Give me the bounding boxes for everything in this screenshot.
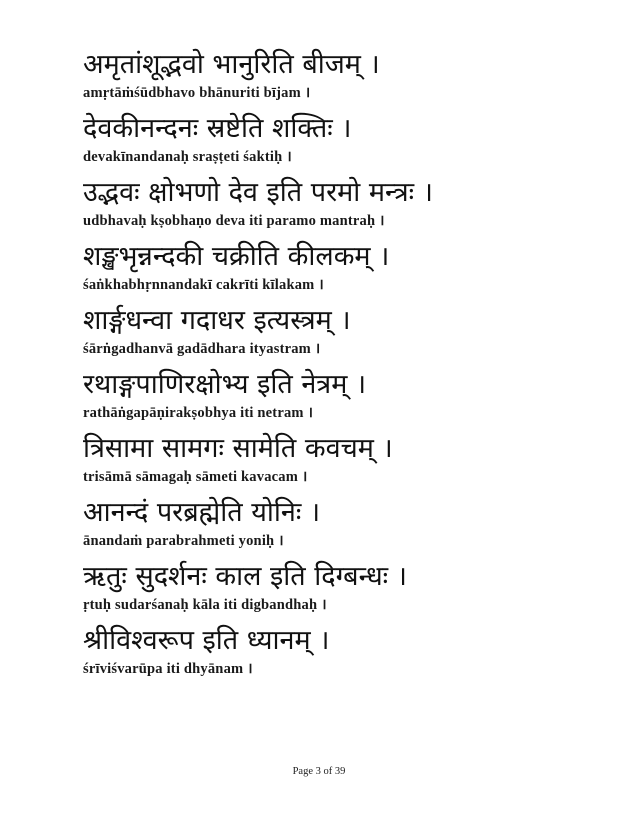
verse-transliteration: śrīviśvarūpa iti dhyānam । <box>83 661 253 677</box>
verse-block <box>83 366 583 423</box>
verse-devanagari: अमृतांशूद्भवो भानुरिति बीजम् । <box>83 49 380 80</box>
verse-transliteration: śārṅgadhanvā gadādhara ityastram । <box>83 341 321 357</box>
verse-devanagari: आनन्दं परब्रह्मेति योनिः । <box>83 497 321 528</box>
verse-block <box>83 430 583 487</box>
verse-block <box>83 494 583 551</box>
verse-block <box>83 174 583 231</box>
verse-block <box>83 238 583 295</box>
verse-devanagari: ऋतुः सुदर्शनः काल इति दिग्बन्धः । <box>83 561 407 592</box>
verse-transliteration: ṛtuḥ sudarśanaḥ kāla iti digbandhaḥ । <box>83 597 327 613</box>
verse-list <box>83 46 583 686</box>
verse-transliteration: śaṅkhabhṛnnandakī cakrīti kīlakam । <box>83 277 324 293</box>
verse-transliteration: ānandaṁ parabrahmeti yoniḥ । <box>83 533 284 549</box>
verse-transliteration: trisāmā sāmagaḥ sāmeti kavacam । <box>83 469 308 485</box>
verse-block <box>83 558 583 615</box>
verse-devanagari: शङ्खभृन्नन्दकी चक्रीति कीलकम् । <box>83 241 390 272</box>
verse-transliteration: devakīnandanaḥ sraṣṭeti śaktiḥ । <box>83 149 292 165</box>
verse-devanagari: रथाङ्गपाणिरक्षोभ्य इति नेत्रम् । <box>83 369 367 400</box>
verse-devanagari: शार्ङ्गधन्वा गदाधर इत्यस्त्रम् । <box>83 305 351 336</box>
verse-devanagari: श्रीविश्वरूप इति ध्यानम् । <box>83 625 330 656</box>
verse-devanagari: उद्भवः क्षोभणो देव इति परमो मन्त्रः । <box>83 177 433 208</box>
verse-block <box>83 302 583 359</box>
verse-devanagari: त्रिसामा सामगः सामेति कवचम् । <box>83 433 393 464</box>
verse-transliteration: udbhavaḥ kṣobhaṇo deva iti paramo mantraḥ । <box>83 213 385 229</box>
verse-devanagari: देवकीनन्दनः स्रष्टेति शक्तिः । <box>83 113 352 144</box>
verse-block <box>83 110 583 167</box>
verse-block <box>83 622 583 679</box>
page-number: Page 3 of 39 <box>292 766 346 777</box>
verse-transliteration: amṛtāṁśūdbhavo bhānuriti bījam । <box>83 85 311 101</box>
verse-transliteration: rathāṅgapāṇirakṣobhya iti netram । <box>83 405 314 421</box>
verse-block <box>83 46 583 103</box>
